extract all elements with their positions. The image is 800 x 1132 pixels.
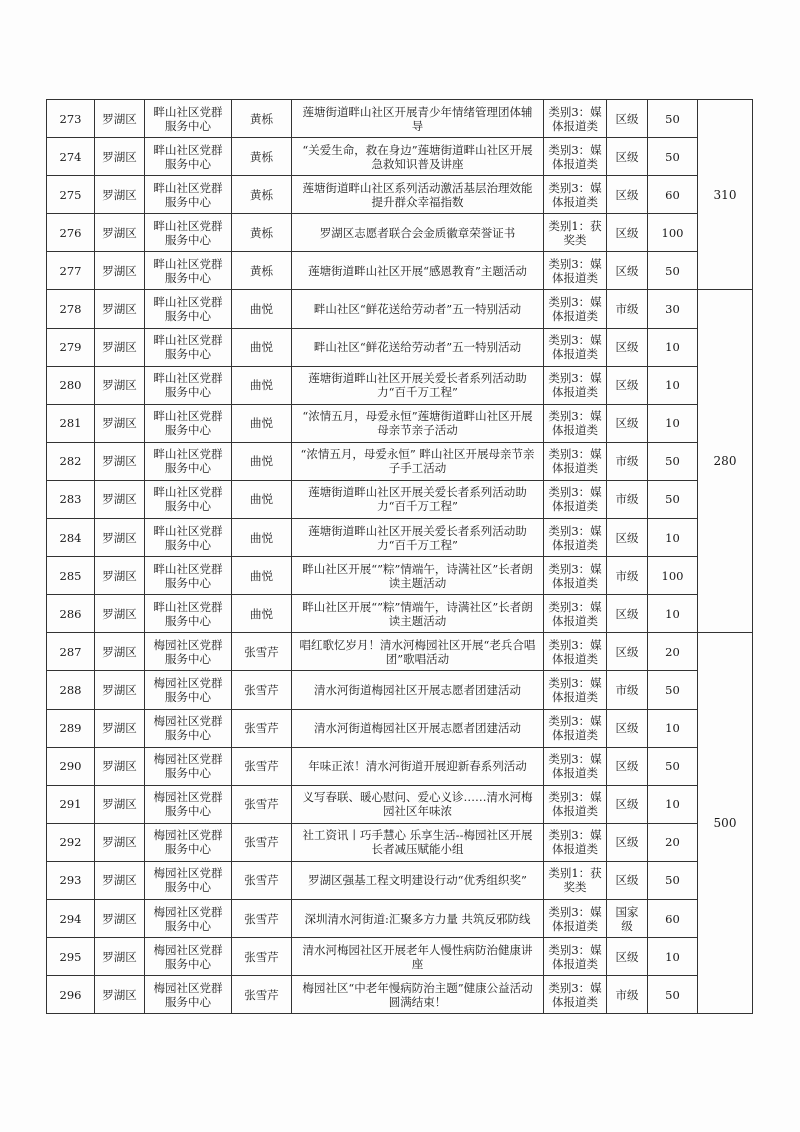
level-cell: 市级 [607,671,648,709]
table-row [47,138,753,176]
organization-cell: 梅园社区党群服务中心 [145,899,232,937]
row-number: 289 [47,709,95,747]
row-number: 284 [47,519,95,557]
district-cell: 罗湖区 [95,557,145,595]
organization-cell: 畔山社区党群服务中心 [145,100,232,138]
activity-cell: 莲塘街道畔山社区开展关爱长者系列活动助力“百千万工程” [292,519,544,557]
organization-cell: 梅园社区党群服务中心 [145,671,232,709]
organization-cell: 畔山社区党群服务中心 [145,290,232,328]
points-cell: 10 [648,328,698,366]
points-cell: 50 [648,138,698,176]
table-row [47,214,753,252]
category-cell: 类别3：媒体报道类 [544,404,607,442]
category-cell: 类别3：媒体报道类 [544,938,607,976]
district-cell: 罗湖区 [95,899,145,937]
level-cell: 区级 [607,595,648,633]
person-cell: 张雪芹 [232,938,292,976]
organization-cell: 畔山社区党群服务中心 [145,252,232,290]
category-cell: 类别3：媒体报道类 [544,252,607,290]
level-cell: 区级 [607,747,648,785]
points-cell: 10 [648,519,698,557]
district-cell: 罗湖区 [95,328,145,366]
points-cell: 50 [648,671,698,709]
points-cell: 50 [648,252,698,290]
district-cell: 罗湖区 [95,442,145,480]
activity-cell: “浓情五月，母爱永恒”莲塘街道畔山社区开展母亲节亲子活动 [292,404,544,442]
activity-cell: 深圳清水河街道:汇聚多方力量 共筑反邪防线 [292,899,544,937]
table-body [47,100,753,1014]
table-row [47,747,753,785]
row-number: 296 [47,976,95,1014]
person-cell: 黄栎 [232,214,292,252]
table-row [47,328,753,366]
level-cell: 区级 [607,938,648,976]
row-number: 281 [47,404,95,442]
row-number: 294 [47,899,95,937]
row-number: 280 [47,366,95,404]
activity-cell: 畔山社区开展“”粽”情端午，诗满社区”长者朗读主题活动 [292,595,544,633]
level-cell: 区级 [607,214,648,252]
row-number: 276 [47,214,95,252]
points-cell: 60 [648,899,698,937]
organization-cell: 梅园社区党群服务中心 [145,785,232,823]
level-cell: 市级 [607,557,648,595]
row-number: 282 [47,442,95,480]
person-cell: 曲悦 [232,366,292,404]
activity-cell: 罗湖区志愿者联合会金质徽章荣誉证书 [292,214,544,252]
row-number: 273 [47,100,95,138]
organization-cell: 畔山社区党群服务中心 [145,214,232,252]
activity-cell: “关爱生命，救在身边”莲塘街道畔山社区开展急救知识普及讲座 [292,138,544,176]
category-cell: 类别3：媒体报道类 [544,595,607,633]
level-cell: 区级 [607,823,648,861]
level-cell: 国家级 [607,899,648,937]
level-cell: 区级 [607,709,648,747]
table-row [47,290,753,328]
level-cell: 市级 [607,290,648,328]
organization-cell: 梅园社区党群服务中心 [145,709,232,747]
activity-cell: 年味正浓！清水河街道开展迎新春系列活动 [292,747,544,785]
person-cell: 张雪芹 [232,671,292,709]
level-cell: 市级 [607,442,648,480]
category-cell: 类别3：媒体报道类 [544,899,607,937]
row-number: 278 [47,290,95,328]
category-cell: 类别3：媒体报道类 [544,480,607,518]
person-cell: 张雪芹 [232,633,292,671]
points-cell: 10 [648,366,698,404]
district-cell: 罗湖区 [95,519,145,557]
organization-cell: 梅园社区党群服务中心 [145,747,232,785]
records-table [46,99,753,1014]
category-cell: 类别3：媒体报道类 [544,328,607,366]
district-cell: 罗湖区 [95,709,145,747]
points-cell: 10 [648,785,698,823]
activity-cell: 清水河梅园社区开展老年人慢性病防治健康讲座 [292,938,544,976]
table-row [47,976,753,1014]
district-cell: 罗湖区 [95,785,145,823]
group-total-cell: 500 [698,633,753,1014]
person-cell: 张雪芹 [232,861,292,899]
points-cell: 50 [648,861,698,899]
organization-cell: 畔山社区党群服务中心 [145,480,232,518]
level-cell: 区级 [607,328,648,366]
level-cell: 区级 [607,633,648,671]
category-cell: 类别3：媒体报道类 [544,747,607,785]
points-cell: 10 [648,709,698,747]
table-row [47,100,753,138]
points-cell: 50 [648,100,698,138]
row-number: 274 [47,138,95,176]
level-cell: 区级 [607,785,648,823]
category-cell: 类别3：媒体报道类 [544,785,607,823]
organization-cell: 畔山社区党群服务中心 [145,557,232,595]
person-cell: 张雪芹 [232,976,292,1014]
organization-cell: 畔山社区党群服务中心 [145,442,232,480]
points-cell: 10 [648,595,698,633]
category-cell: 类别3：媒体报道类 [544,823,607,861]
table-row [47,366,753,404]
row-number: 292 [47,823,95,861]
level-cell: 区级 [607,861,648,899]
points-cell: 10 [648,938,698,976]
points-cell: 30 [648,290,698,328]
level-cell: 市级 [607,976,648,1014]
person-cell: 曲悦 [232,290,292,328]
row-number: 295 [47,938,95,976]
points-cell: 50 [648,442,698,480]
table-row [47,899,753,937]
category-cell: 类别3：媒体报道类 [544,671,607,709]
activity-cell: 梅园社区“中老年慢病防治主题”健康公益活动圆满结束！ [292,976,544,1014]
organization-cell: 畔山社区党群服务中心 [145,138,232,176]
person-cell: 曲悦 [232,480,292,518]
person-cell: 曲悦 [232,404,292,442]
person-cell: 黄栎 [232,100,292,138]
table-row [47,442,753,480]
table-row [47,861,753,899]
row-number: 275 [47,176,95,214]
organization-cell: 畔山社区党群服务中心 [145,366,232,404]
points-cell: 20 [648,633,698,671]
row-number: 293 [47,861,95,899]
points-cell: 10 [648,404,698,442]
points-cell: 50 [648,747,698,785]
activity-cell: 义写春联、暖心慰问、爱心义诊……清水河梅园社区年味浓 [292,785,544,823]
row-number: 285 [47,557,95,595]
activity-cell: “浓情五月，母爱永恒” 畔山社区开展母亲节亲子手工活动 [292,442,544,480]
category-cell: 类别3：媒体报道类 [544,633,607,671]
organization-cell: 梅园社区党群服务中心 [145,861,232,899]
activity-cell: 社工资讯丨巧手慧心 乐享生活--梅园社区开展长者减压赋能小组 [292,823,544,861]
person-cell: 张雪芹 [232,899,292,937]
district-cell: 罗湖区 [95,595,145,633]
organization-cell: 梅园社区党群服务中心 [145,938,232,976]
district-cell: 罗湖区 [95,404,145,442]
person-cell: 张雪芹 [232,747,292,785]
level-cell: 区级 [607,404,648,442]
level-cell: 区级 [607,138,648,176]
organization-cell: 畔山社区党群服务中心 [145,519,232,557]
category-cell: 类别3：媒体报道类 [544,976,607,1014]
district-cell: 罗湖区 [95,252,145,290]
level-cell: 区级 [607,100,648,138]
level-cell: 区级 [607,519,648,557]
organization-cell: 梅园社区党群服务中心 [145,633,232,671]
organization-cell: 畔山社区党群服务中心 [145,404,232,442]
category-cell: 类别1：获奖类 [544,861,607,899]
points-cell: 20 [648,823,698,861]
category-cell: 类别3：媒体报道类 [544,176,607,214]
row-number: 288 [47,671,95,709]
activity-cell: 清水河街道梅园社区开展志愿者团建活动 [292,709,544,747]
district-cell: 罗湖区 [95,938,145,976]
person-cell: 曲悦 [232,519,292,557]
activity-cell: 畔山社区“鲜花送给劳动者”五一特别活动 [292,328,544,366]
table-row [47,176,753,214]
row-number: 279 [47,328,95,366]
level-cell: 区级 [607,176,648,214]
table-row [47,709,753,747]
row-number: 290 [47,747,95,785]
activity-cell: 唱红歌忆岁月！清水河梅园社区开展“老兵合唱团”歌唱活动 [292,633,544,671]
category-cell: 类别1：获奖类 [544,214,607,252]
table-row [47,404,753,442]
points-cell: 50 [648,480,698,518]
district-cell: 罗湖区 [95,100,145,138]
district-cell: 罗湖区 [95,176,145,214]
person-cell: 黄栎 [232,176,292,214]
activity-cell: 清水河街道梅园社区开展志愿者团建活动 [292,671,544,709]
table-row [47,557,753,595]
row-number: 286 [47,595,95,633]
category-cell: 类别3：媒体报道类 [544,557,607,595]
organization-cell: 畔山社区党群服务中心 [145,328,232,366]
points-cell: 100 [648,557,698,595]
activity-cell: 罗湖区强基工程文明建设行动“优秀组织奖” [292,861,544,899]
person-cell: 张雪芹 [232,709,292,747]
district-cell: 罗湖区 [95,480,145,518]
district-cell: 罗湖区 [95,633,145,671]
table-row [47,252,753,290]
activity-cell: 莲塘街道畔山社区开展关爱长者系列活动助力“百千万工程” [292,480,544,518]
category-cell: 类别3：媒体报道类 [544,366,607,404]
level-cell: 区级 [607,366,648,404]
activity-cell: 莲塘街道畔山社区开展青少年情绪管理团体辅导 [292,100,544,138]
row-number: 287 [47,633,95,671]
organization-cell: 梅园社区党群服务中心 [145,976,232,1014]
level-cell: 市级 [607,480,648,518]
row-number: 283 [47,480,95,518]
district-cell: 罗湖区 [95,214,145,252]
person-cell: 张雪芹 [232,823,292,861]
person-cell: 黄栎 [232,138,292,176]
category-cell: 类别3：媒体报道类 [544,709,607,747]
district-cell: 罗湖区 [95,861,145,899]
district-cell: 罗湖区 [95,138,145,176]
activity-cell: 畔山社区开展“”粽”情端午，诗满社区”长者朗读主题活动 [292,557,544,595]
activity-cell: 莲塘街道畔山社区开展关爱长者系列活动助力“百千万工程” [292,366,544,404]
table-row [47,633,753,671]
category-cell: 类别3：媒体报道类 [544,519,607,557]
district-cell: 罗湖区 [95,366,145,404]
person-cell: 曲悦 [232,328,292,366]
district-cell: 罗湖区 [95,823,145,861]
points-cell: 60 [648,176,698,214]
person-cell: 曲悦 [232,442,292,480]
category-cell: 类别3：媒体报道类 [544,442,607,480]
organization-cell: 畔山社区党群服务中心 [145,176,232,214]
table-row [47,671,753,709]
person-cell: 黄栎 [232,252,292,290]
organization-cell: 梅园社区党群服务中心 [145,823,232,861]
category-cell: 类别3：媒体报道类 [544,100,607,138]
points-cell: 100 [648,214,698,252]
activity-cell: 莲塘街道畔山社区系列活动激活基层治理效能提升群众幸福指数 [292,176,544,214]
category-cell: 类别3：媒体报道类 [544,290,607,328]
group-total-cell: 310 [698,100,753,290]
person-cell: 曲悦 [232,557,292,595]
row-number: 277 [47,252,95,290]
district-cell: 罗湖区 [95,290,145,328]
activity-cell: 莲塘街道畔山社区开展“感恩教育”主题活动 [292,252,544,290]
organization-cell: 畔山社区党群服务中心 [145,595,232,633]
table-row [47,785,753,823]
district-cell: 罗湖区 [95,671,145,709]
row-number: 291 [47,785,95,823]
table-row [47,595,753,633]
level-cell: 区级 [607,252,648,290]
table-row [47,938,753,976]
category-cell: 类别3：媒体报道类 [544,138,607,176]
district-cell: 罗湖区 [95,747,145,785]
group-total-cell: 280 [698,290,753,633]
points-cell: 50 [648,976,698,1014]
activity-cell: 畔山社区“鲜花送给劳动者”五一特别活动 [292,290,544,328]
table-row [47,480,753,518]
person-cell: 张雪芹 [232,785,292,823]
district-cell: 罗湖区 [95,976,145,1014]
table-row [47,519,753,557]
table-row [47,823,753,861]
person-cell: 曲悦 [232,595,292,633]
